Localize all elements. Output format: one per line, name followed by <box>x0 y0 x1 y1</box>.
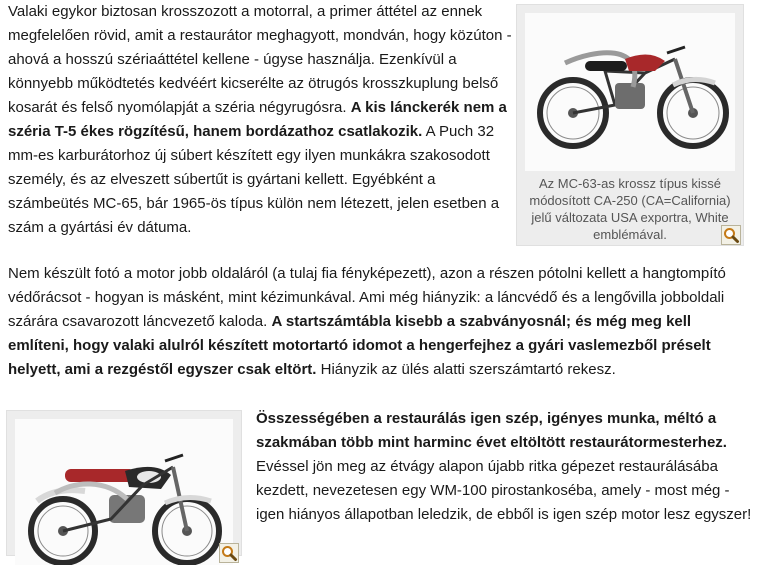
paragraph-2 <box>8 262 753 382</box>
paragraph-3-bold: Összességében a restaurálás igen szép, igényes munka, méltó a szakmában több mint harminc évet eltöltött restaurátormesterhez. <box>256 410 727 451</box>
paragraph-2-text-a: Nem készült fotó a motor jobb oldaláról (a tulaj fia fényképezett), azon a részen pótolni kellett a hangtompító védőrácsot - hogyan is másként, mint kézimunkával. Ami még hiányzik: a láncvédő és a lengővilla jobboldali szárára csavarozott láncvezető kaloda. <box>8 265 726 330</box>
paragraph-1-bold: A kis lánckerék nem a széria T-5 ékes rögzítésű, hanem bordázathoz csatlakozik. <box>8 99 507 140</box>
figure-mc63-export <box>516 4 744 246</box>
figure-restored-bike <box>6 410 242 556</box>
paragraph-3 <box>256 407 753 527</box>
motorcycle-photo-1[interactable] <box>525 13 735 171</box>
motorcycle-illustration-1 <box>525 13 735 171</box>
paragraph-2-text-b: Hiányzik az ülés alatti szerszámtartó rekesz. <box>316 361 616 378</box>
figure-caption-1: Az MC-63-as krossz típus kissé módosított CA-250 (CA=California) jelű változata USA exportra, White emblémával. <box>529 176 731 242</box>
magnifier-icon <box>220 544 238 562</box>
motorcycle-photo-2[interactable] <box>15 419 233 565</box>
motorcycle-illustration-2 <box>15 419 233 565</box>
paragraph-1-text-b: A Puch 32 mm-es karburátorhoz új súbert készített egy ilyen munkákra szakosodott személy, és az elveszett súbertűt is gyártani kellett. Egyébként a számbeütés MC-65, bár 1965-ös típus külön nem létezett, jelen esetben a szám a gyártási év dátuma. <box>8 123 500 236</box>
paragraph-1-text-a: Valaki egykor biztosan krosszozott a motorral, a primer áttétel az ennek megfelelően rövid, amit a restaurátor meghagyott, mondván, hogy közúton - ahová a hosszú szériaáttétel kellene - úgyse használja. Ezenkívül a könnyebb működtetés kedvéért kicserélte az ötrugós krosszkuplung belső kosarát és felső nyomólapját a széria négyrugósra. <box>8 3 512 116</box>
paragraph-3-text: Evéssel jön meg az étvágy alapon újabb ritka gépezet restaurálásába kezdett, nevezetesen egy WM-100 pirostankoséba, amely - most még - igen hiányos állapotban leledzik, de ebből is igen szép motor lesz egyszer! <box>256 458 752 523</box>
paragraph-1 <box>8 0 513 240</box>
zoom-button-2[interactable] <box>219 543 239 563</box>
paragraph-2-bold: A startszámtábla kisebb a szabványosnál; és még meg kell említeni, hogy valaki alulról készített motortartó idomot a hengerfejhez a gyári vaslemezből préselt helyett, ami a rezgéstől egyszer csak eltört. <box>8 313 711 378</box>
